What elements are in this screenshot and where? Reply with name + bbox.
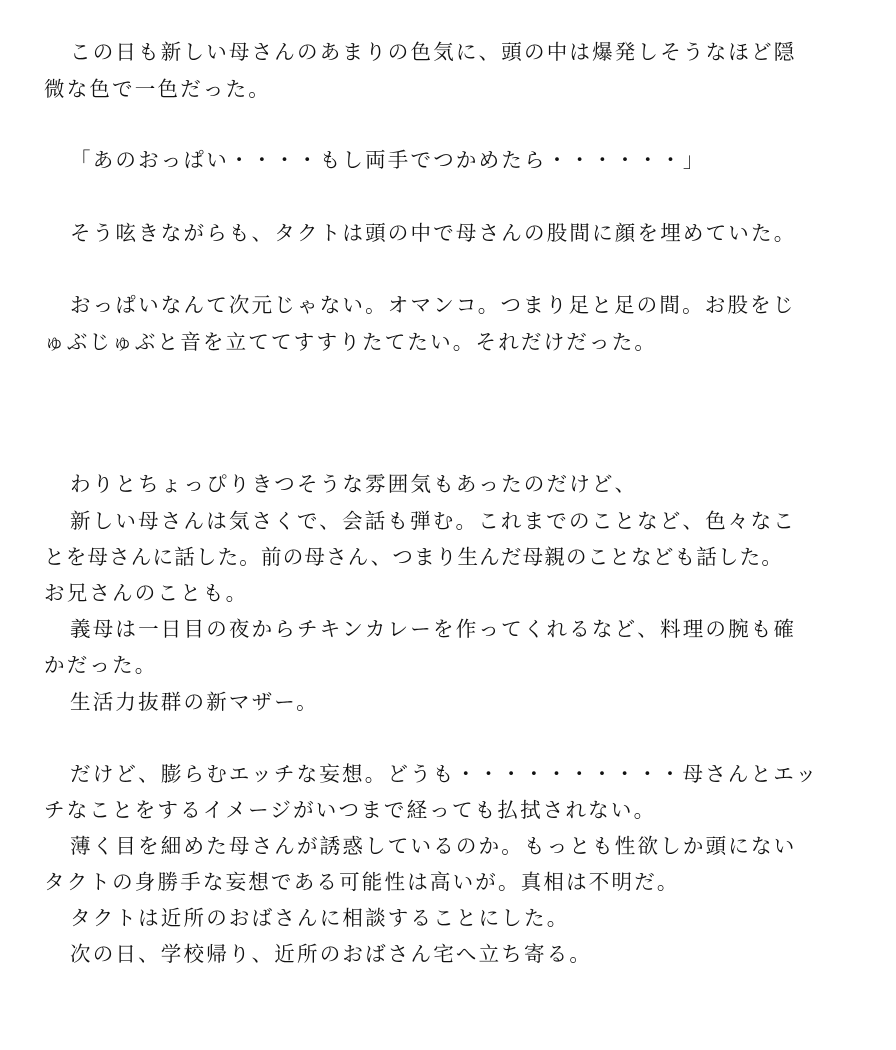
text-line: チなことをするイメージがいつまで経っても払拭されない。	[44, 798, 657, 822]
text-line: わりとちょっぴりきつそうな雰囲気もあったのだけど、	[70, 472, 638, 496]
text-line: 義母は一日目の夜からチキンカレーを作ってくれるなど、料理の腕も確	[70, 617, 797, 641]
text-line: かだった。	[44, 653, 158, 677]
text-line: とを母さんに話した。前の母さん、つまり生んだ母親のことなども話した。	[44, 545, 784, 569]
text-line: ゅぶじゅぶと音を立ててすすりたてたい。それだけだった。	[44, 330, 658, 354]
text-line: おっぱいなんて次元じゃない。オマンコ。つまり足と足の間。お股をじ	[70, 293, 796, 317]
text-line: 微な色で一色だった。	[44, 77, 271, 101]
text-line: 薄く目を細めた母さんが誘惑しているのか。もっとも性欲しか頭にない	[70, 834, 797, 858]
text-line: 新しい母さんは気さくで、会話も弾む。これまでのことなど、色々なこ	[70, 509, 796, 533]
text-line: 生活力抜群の新マザー。	[70, 690, 319, 714]
text-line: そう呟きながらも、タクトは頭の中で母さんの股間に顔を埋めていた。	[70, 221, 797, 245]
text-line: この日も新しい母さんのあまりの色気に、頭の中は爆発しそうなほど隠	[70, 40, 797, 64]
text-line: だけど、膨らむエッチな妄想。どうも・・・・・・・・・・母さんとエッ	[70, 762, 819, 786]
text-line: 次の日、学校帰り、近所のおばさん宅へ立ち寄る。	[70, 942, 593, 966]
text-line: お兄さんのことも。	[44, 581, 249, 605]
text-line: タクトは近所のおばさんに相談することにした。	[70, 906, 570, 930]
dialogue-line: 「あのおっぱい・・・・もし両手でつかめたら・・・・・・」	[70, 148, 706, 172]
text-line: タクトの身勝手な妄想である可能性は高いが。真相は不明だ。	[44, 870, 680, 894]
